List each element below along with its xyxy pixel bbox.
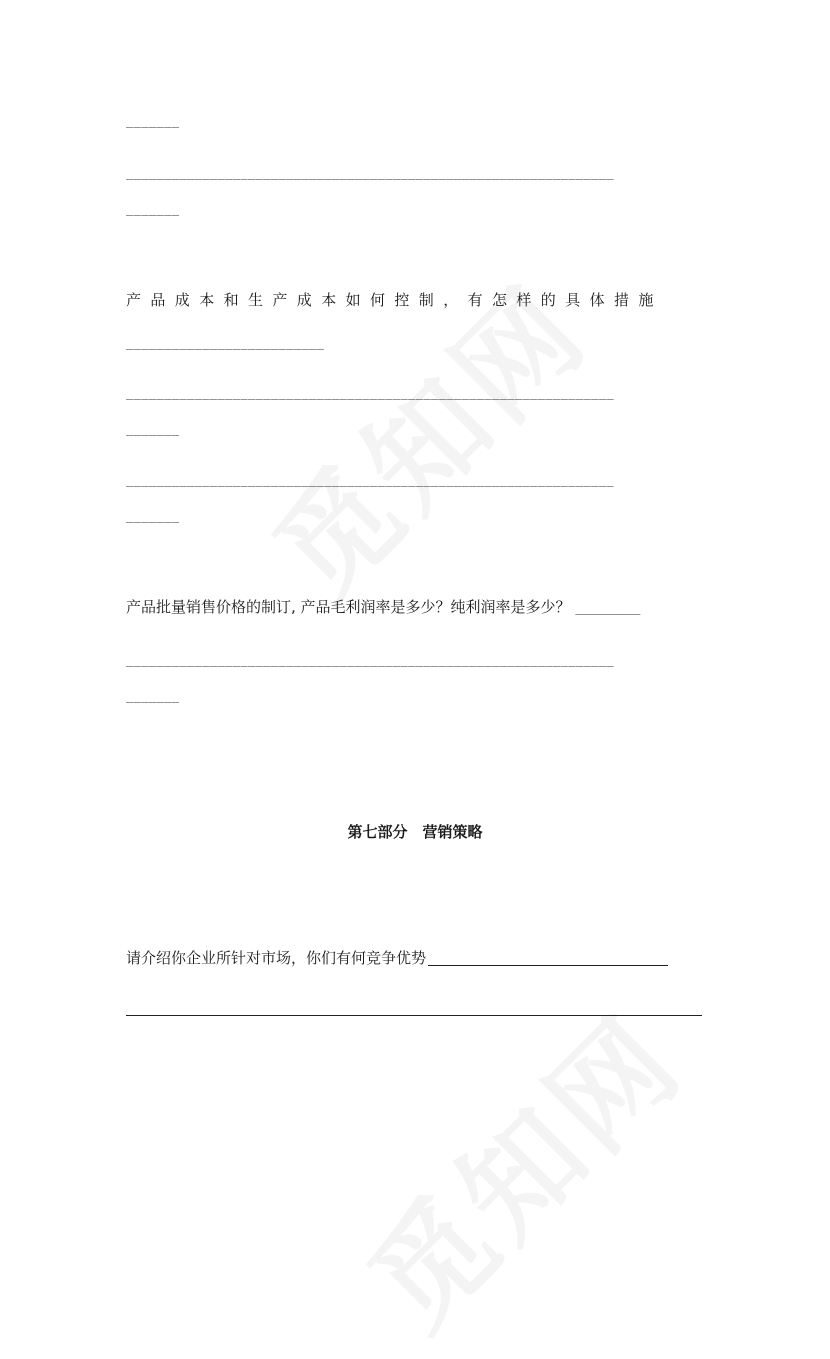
answer-underline — [126, 1015, 702, 1016]
question-pricing-blank: _________ — [575, 601, 641, 615]
answer-blank: _______ — [126, 509, 180, 523]
answer-blank: _______ — [126, 689, 180, 703]
answer-blank: __________________________ — [126, 336, 325, 350]
watermark — [325, 971, 713, 1359]
answer-blank: _______ — [126, 114, 180, 128]
answer-underline — [428, 965, 668, 966]
answer-blank: _______ — [126, 422, 180, 436]
answer-blank: ________________________________________________________________ — [126, 473, 614, 487]
answer-blank: ________________________________________________________________ — [126, 653, 614, 667]
answer-blank: ________________________________________________________________ — [126, 386, 614, 400]
section-title: 第七部分 营销策略 — [347, 823, 483, 841]
answer-blank: _______ — [126, 202, 180, 216]
question-pricing — [126, 597, 640, 618]
question-pricing-text: 产品批量销售价格的制订, 产品毛利润率是多少？纯利润率是多少？ — [126, 598, 571, 616]
question-market — [126, 948, 668, 968]
question-cost-control: 产品成本和生产成本如何控制，有怎样的具体措施 — [126, 291, 663, 309]
answer-blank: ________________________________________________________________ — [126, 166, 614, 180]
question-market-text: 请介绍你企业所针对市场，你们有何竞争优势 — [126, 949, 427, 967]
